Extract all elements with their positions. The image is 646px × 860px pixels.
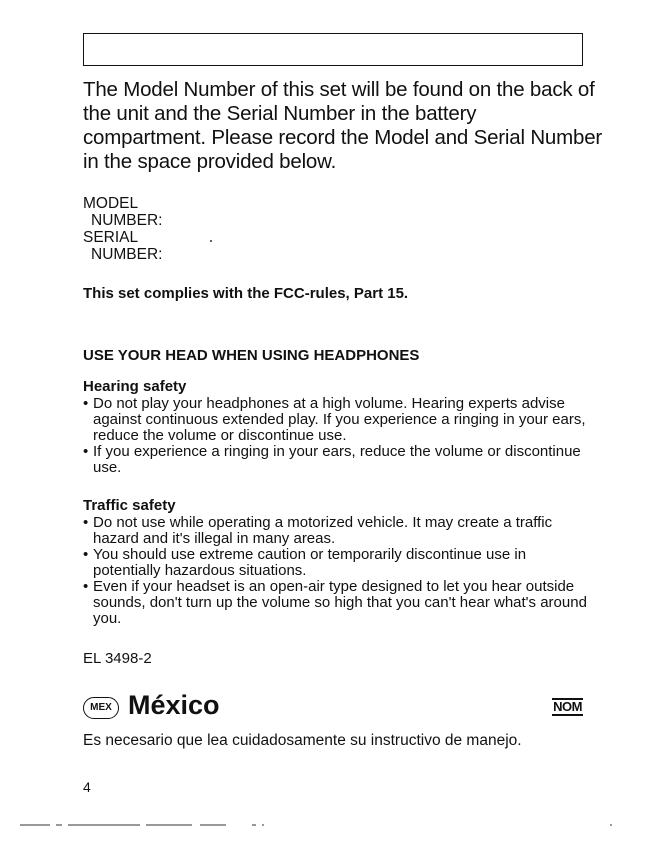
list-item-text: If you experience a ringing in your ears, reduce the volume or discontinue use. bbox=[93, 443, 581, 476]
list-item-text: Do not use while operating a motorized vehicle. It may create a traffic hazard and it's illegal in many areas. bbox=[93, 514, 553, 547]
hearing-safety-title: Hearing safety bbox=[83, 378, 187, 395]
list-item-text: You should use extreme caution or temporarily discontinue use in potentially hazardous situations. bbox=[93, 546, 527, 579]
list-item bbox=[83, 396, 588, 444]
bullet-icon: • bbox=[83, 546, 89, 563]
fcc-notice: This set complies with the FCC-rules, Part 15. bbox=[83, 285, 409, 302]
mexico-instruction-text: Es necesario que lea cuidadosamente su instructivo de manejo. bbox=[83, 732, 522, 749]
traffic-safety-list bbox=[83, 515, 588, 627]
serial-label-line2: NUMBER: bbox=[91, 246, 163, 263]
traffic-safety-section bbox=[83, 498, 588, 627]
model-label-line1: MODEL bbox=[83, 195, 139, 212]
bullet-icon: • bbox=[83, 443, 89, 460]
serial-label-line1: SERIAL bbox=[83, 229, 139, 246]
stray-dot bbox=[210, 240, 212, 242]
mexico-title: México bbox=[128, 690, 220, 720]
headphones-heading: USE YOUR HEAD WHEN USING HEADPHONES bbox=[83, 347, 420, 364]
list-item bbox=[83, 444, 588, 476]
mex-country-badge-icon: MEX bbox=[83, 697, 119, 719]
document-code: EL 3498-2 bbox=[83, 650, 152, 667]
record-box bbox=[83, 33, 583, 66]
bullet-icon: • bbox=[83, 514, 89, 531]
list-item bbox=[83, 547, 588, 579]
scan-artifact-marks bbox=[0, 822, 646, 828]
hearing-safety-section bbox=[83, 379, 588, 476]
list-item bbox=[83, 515, 588, 547]
list-item bbox=[83, 579, 588, 627]
mexico-header bbox=[83, 692, 583, 728]
bullet-icon: • bbox=[83, 395, 89, 412]
model-label-line2: NUMBER: bbox=[91, 212, 163, 229]
intro-paragraph: The Model Number of this set will be found on the back of the unit and the Serial Number in the battery compartment. Please record the Model and Serial Number in the space provided below. bbox=[83, 78, 603, 173]
list-item-text: Even if your headset is an open-air type designed to let you hear outside sounds, don't turn up the volume so high that you can't hear what's around you. bbox=[93, 578, 587, 627]
bullet-icon: • bbox=[83, 578, 89, 595]
record-fields bbox=[83, 195, 162, 263]
page-number: 4 bbox=[83, 779, 91, 795]
list-item-text: Do not play your headphones at a high volume. Hearing experts advise against continuous extended play. If you experience a ringing in your ears, reduce the volume or discontinue use. bbox=[93, 395, 586, 444]
hearing-safety-list bbox=[83, 396, 588, 476]
traffic-safety-title: Traffic safety bbox=[83, 497, 176, 514]
nom-certification-icon: NOM bbox=[553, 699, 582, 714]
